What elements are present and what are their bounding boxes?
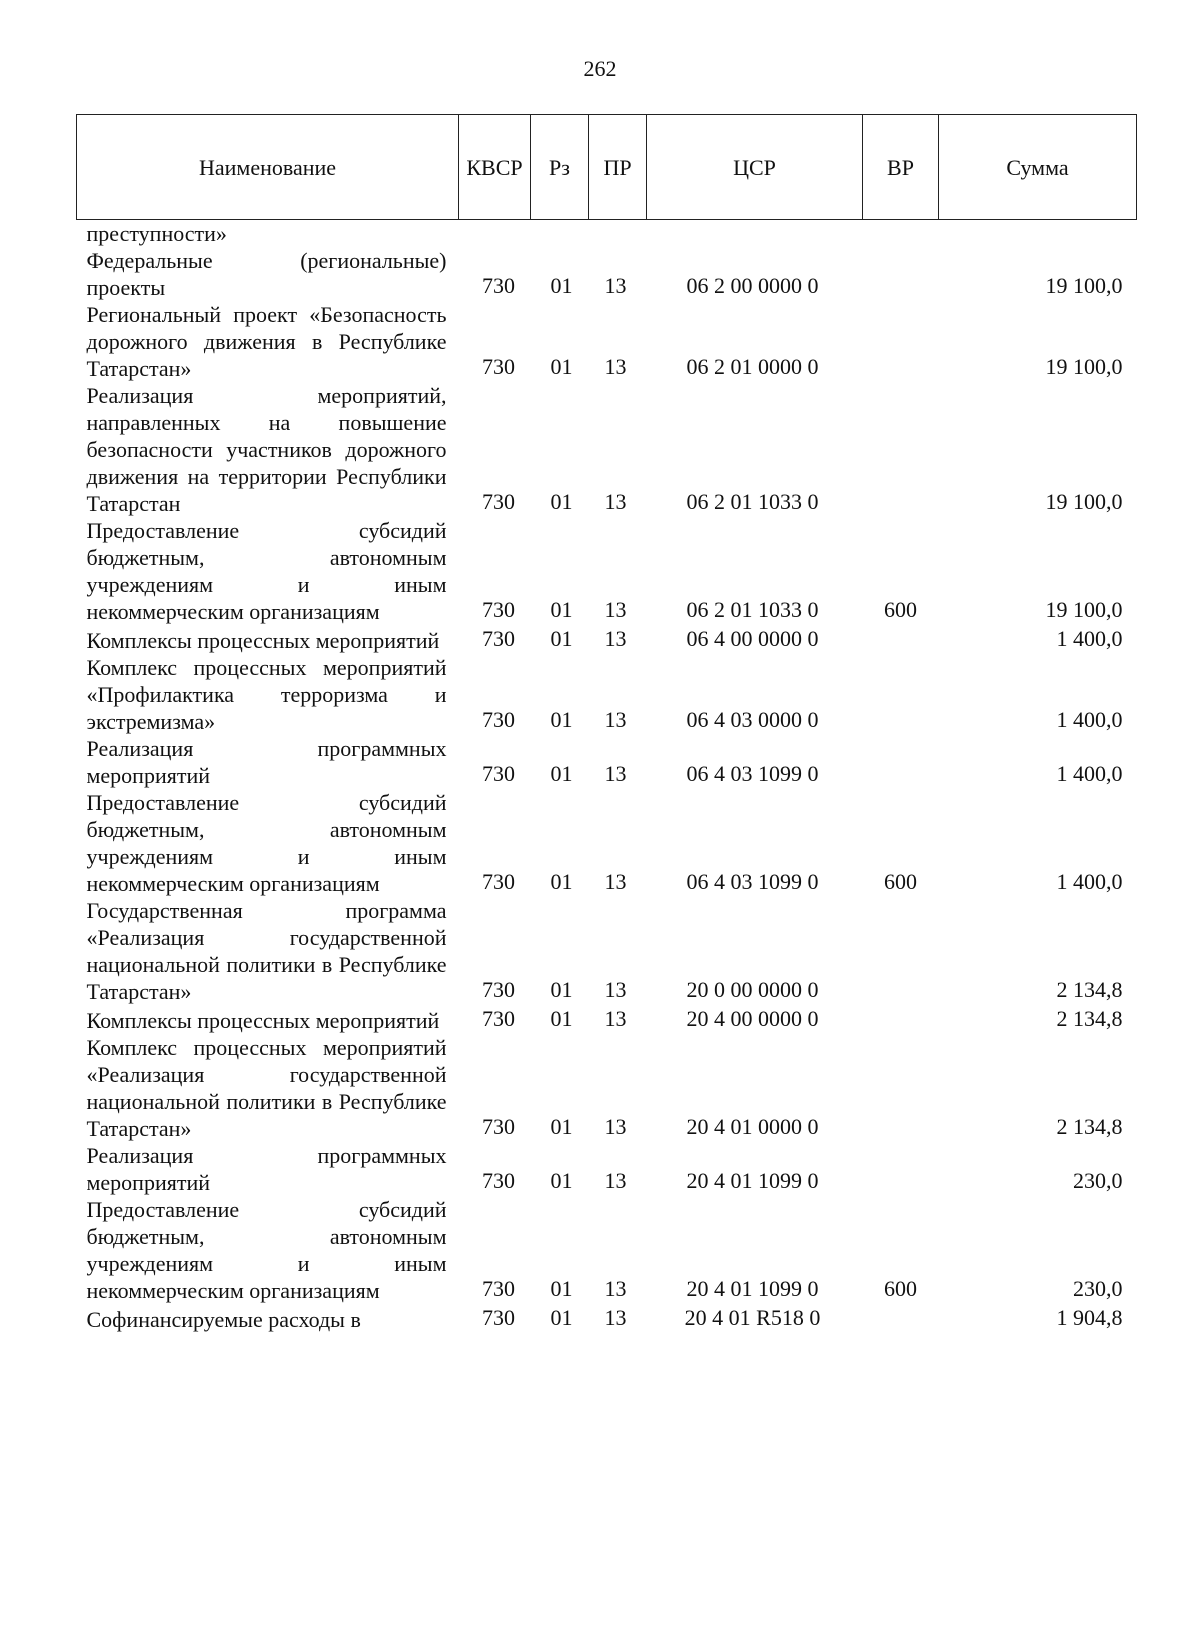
cell-rz: 01 bbox=[550, 977, 573, 1002]
cell-csr: 06 4 03 1099 0 bbox=[686, 869, 819, 894]
cell-kvsr: 730 bbox=[482, 1168, 515, 1193]
cell-vr: 600 bbox=[884, 869, 917, 894]
cell-vr: 600 bbox=[884, 1276, 917, 1301]
cell-rz: 01 bbox=[550, 489, 573, 514]
cell-name: Федеральные (региональные) проекты bbox=[86, 248, 447, 300]
cell-csr: 20 4 01 1099 0 bbox=[686, 1276, 819, 1301]
cell-sum: 230,0 bbox=[1073, 1276, 1123, 1301]
cell-name: Реализация программных мероприятий bbox=[86, 736, 447, 788]
cell-pr: 13 bbox=[604, 273, 627, 298]
table-row bbox=[77, 220, 1137, 248]
cell-vr bbox=[863, 301, 939, 382]
header-kvsr: КВСР bbox=[459, 115, 531, 220]
cell-kvsr: 730 bbox=[482, 1276, 515, 1301]
cell-pr: 13 bbox=[604, 869, 627, 894]
cell-csr: 06 2 01 1033 0 bbox=[686, 489, 819, 514]
table-row bbox=[77, 517, 1137, 625]
page-number: 262 bbox=[583, 56, 617, 81]
cell-kvsr bbox=[459, 220, 531, 248]
cell-name: Предоставление субсидий бюджетным, автономным учреждениям и иным некоммерческим организациям bbox=[86, 1197, 447, 1303]
cell-vr bbox=[863, 735, 939, 789]
cell-pr: 13 bbox=[604, 977, 627, 1002]
table-row bbox=[77, 1304, 1137, 1333]
cell-name: Комплекс процессных мероприятий «Реализация государственной национальной политики в Республике Татарстан» bbox=[86, 1035, 447, 1141]
cell-rz: 01 bbox=[550, 707, 573, 732]
cell-vr bbox=[863, 897, 939, 1005]
cell-kvsr: 730 bbox=[482, 761, 515, 786]
header-name: Наименование bbox=[77, 115, 459, 220]
cell-vr bbox=[863, 1034, 939, 1142]
header-vr: ВР bbox=[863, 115, 939, 220]
budget-table bbox=[76, 114, 1137, 1333]
cell-csr: 20 4 01 1099 0 bbox=[686, 1168, 819, 1193]
cell-name: Комплексы процессных мероприятий bbox=[86, 1008, 440, 1033]
table-row bbox=[77, 1034, 1137, 1142]
header-sum: Сумма bbox=[939, 115, 1137, 220]
cell-rz: 01 bbox=[550, 354, 573, 379]
cell-sum: 1 400,0 bbox=[1056, 869, 1123, 894]
cell-vr: 600 bbox=[884, 597, 917, 622]
cell-vr bbox=[863, 220, 939, 248]
cell-pr: 13 bbox=[604, 626, 627, 651]
cell-vr bbox=[863, 382, 939, 517]
cell-pr: 13 bbox=[604, 354, 627, 379]
cell-rz: 01 bbox=[550, 273, 573, 298]
cell-pr: 13 bbox=[604, 761, 627, 786]
cell-kvsr: 730 bbox=[482, 597, 515, 622]
cell-pr: 13 bbox=[604, 597, 627, 622]
cell-kvsr: 730 bbox=[482, 626, 515, 651]
cell-csr: 06 2 01 1033 0 bbox=[686, 597, 819, 622]
cell-sum: 2 134,8 bbox=[1056, 977, 1123, 1002]
cell-csr: 06 4 03 1099 0 bbox=[686, 761, 819, 786]
cell-sum: 1 904,8 bbox=[1056, 1305, 1123, 1330]
cell-csr: 20 4 01 0000 0 bbox=[686, 1114, 819, 1139]
cell-csr: 06 4 03 0000 0 bbox=[686, 707, 819, 732]
cell-sum: 1 400,0 bbox=[1056, 707, 1123, 732]
cell-pr: 13 bbox=[604, 1305, 627, 1330]
cell-kvsr: 730 bbox=[482, 489, 515, 514]
cell-name: Государственная программа «Реализация государственной национальной политики в Республике Татарстан» bbox=[86, 898, 447, 1004]
table-row bbox=[77, 247, 1137, 301]
cell-sum: 19 100,0 bbox=[1045, 597, 1123, 622]
cell-csr bbox=[647, 220, 863, 248]
cell-kvsr: 730 bbox=[482, 869, 515, 894]
cell-csr: 06 2 01 0000 0 bbox=[686, 354, 819, 379]
cell-rz: 01 bbox=[550, 597, 573, 622]
cell-sum: 19 100,0 bbox=[1045, 489, 1123, 514]
cell-kvsr: 730 bbox=[482, 977, 515, 1002]
cell-kvsr: 730 bbox=[482, 273, 515, 298]
cell-vr bbox=[863, 247, 939, 301]
cell-sum: 230,0 bbox=[1073, 1168, 1123, 1193]
cell-pr: 13 bbox=[604, 489, 627, 514]
cell-name: преступности» bbox=[86, 221, 227, 246]
cell-csr: 20 4 00 0000 0 bbox=[686, 1006, 819, 1031]
table-row bbox=[77, 1142, 1137, 1196]
cell-kvsr: 730 bbox=[482, 1006, 515, 1031]
table-row bbox=[77, 1196, 1137, 1304]
cell-vr bbox=[863, 1304, 939, 1333]
cell-name: Предоставление субсидий бюджетным, автономным учреждениям и иным некоммерческим организациям bbox=[86, 518, 447, 624]
cell-rz: 01 bbox=[550, 761, 573, 786]
table-header-row bbox=[77, 115, 1137, 220]
table-row bbox=[77, 1005, 1137, 1034]
cell-sum: 19 100,0 bbox=[1045, 354, 1123, 379]
cell-pr: 13 bbox=[604, 1168, 627, 1193]
table-row bbox=[77, 789, 1137, 897]
cell-kvsr: 730 bbox=[482, 354, 515, 379]
cell-name: Комплекс процессных мероприятий «Профилактика терроризма и экстремизма» bbox=[86, 655, 447, 734]
cell-vr bbox=[863, 1005, 939, 1034]
cell-csr: 06 2 00 0000 0 bbox=[686, 273, 819, 298]
cell-csr: 20 0 00 0000 0 bbox=[686, 977, 819, 1002]
cell-name: Реализация программных мероприятий bbox=[86, 1143, 447, 1195]
cell-pr: 13 bbox=[604, 1276, 627, 1301]
cell-rz: 01 bbox=[550, 1168, 573, 1193]
cell-rz bbox=[531, 220, 589, 248]
cell-name: Комплексы процессных мероприятий bbox=[86, 628, 440, 653]
cell-name: Реализация мероприятий, направленных на повышение безопасности участников дорожного движения на территории Республики Татарстан bbox=[86, 383, 447, 516]
cell-rz: 01 bbox=[550, 869, 573, 894]
table-row bbox=[77, 382, 1137, 517]
cell-sum: 19 100,0 bbox=[1045, 273, 1123, 298]
cell-vr bbox=[863, 654, 939, 735]
cell-pr: 13 bbox=[604, 707, 627, 732]
cell-pr bbox=[589, 220, 647, 248]
cell-kvsr: 730 bbox=[482, 1305, 515, 1330]
cell-rz: 01 bbox=[550, 1006, 573, 1031]
cell-kvsr: 730 bbox=[482, 1114, 515, 1139]
cell-sum: 1 400,0 bbox=[1056, 761, 1123, 786]
cell-pr: 13 bbox=[604, 1114, 627, 1139]
cell-vr bbox=[863, 625, 939, 654]
table-row bbox=[77, 301, 1137, 382]
cell-rz: 01 bbox=[550, 1305, 573, 1330]
header-rz: Рз bbox=[531, 115, 589, 220]
table-row bbox=[77, 625, 1137, 654]
cell-name: Предоставление субсидий бюджетным, автономным учреждениям и иным некоммерческим организациям bbox=[86, 790, 447, 896]
cell-name: Софинансируемые расходы в bbox=[86, 1307, 361, 1332]
table-row bbox=[77, 897, 1137, 1005]
cell-rz: 01 bbox=[550, 1276, 573, 1301]
cell-sum: 1 400,0 bbox=[1056, 626, 1123, 651]
header-pr: ПР bbox=[589, 115, 647, 220]
cell-csr: 20 4 01 R518 0 bbox=[684, 1305, 821, 1330]
cell-vr bbox=[863, 1142, 939, 1196]
cell-sum bbox=[939, 220, 1137, 248]
cell-sum: 2 134,8 bbox=[1056, 1006, 1123, 1031]
table-body bbox=[77, 220, 1137, 1334]
cell-pr: 13 bbox=[604, 1006, 627, 1031]
header-csr: ЦСР bbox=[647, 115, 863, 220]
table-row bbox=[77, 654, 1137, 735]
cell-rz: 01 bbox=[550, 626, 573, 651]
cell-sum: 2 134,8 bbox=[1056, 1114, 1123, 1139]
cell-kvsr: 730 bbox=[482, 707, 515, 732]
table-row bbox=[77, 735, 1137, 789]
cell-csr: 06 4 00 0000 0 bbox=[686, 626, 819, 651]
cell-rz: 01 bbox=[550, 1114, 573, 1139]
cell-name: Региональный проект «Безопасность дорожного движения в Республике Татарстан» bbox=[86, 302, 447, 381]
